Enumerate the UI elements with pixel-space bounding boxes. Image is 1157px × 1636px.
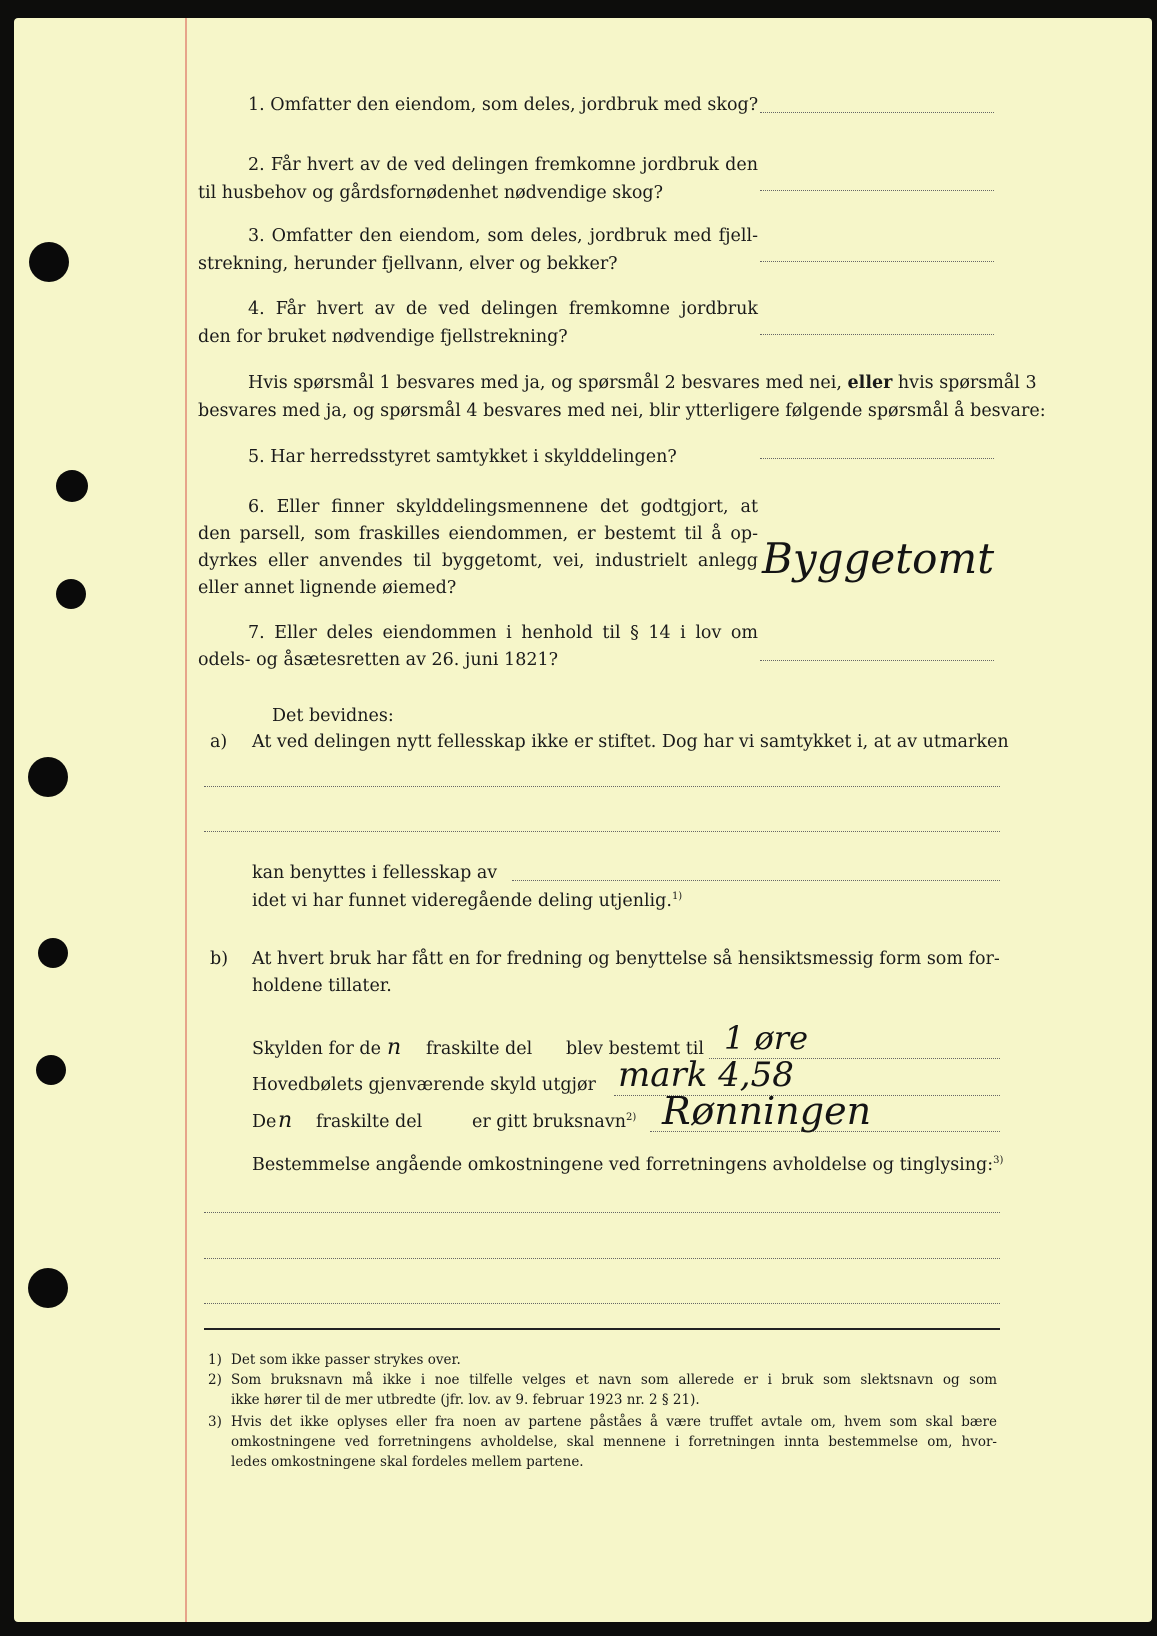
punch-hole <box>56 579 86 609</box>
attest-b-line-1: At hvert bruk har fått en for fredning og benyttelse så hensiktsmessig form som for- <box>252 949 1000 969</box>
name-hw-n: n <box>278 1108 293 1133</box>
footnote-ref-1: 1) <box>671 891 683 903</box>
punch-hole <box>38 938 68 968</box>
question-7-line-1: 7. Eller deles eiendommen i henhold til § 14 i lov om <box>248 623 758 643</box>
answer-6-handwritten[interactable]: Byggetomt <box>762 534 995 583</box>
footnote-2-line-2: ikke hører til de mer utbredte (jfr. lov. av 9. februar 1923 nr. 2 § 21). <box>231 1392 700 1408</box>
punch-hole <box>28 757 68 797</box>
question-1: 1. Omfatter den eiendom, som deles, jordbruk med skog? <box>248 95 759 115</box>
question-3-line-1: 3. Omfatter den eiendom, som deles, jordbruk med fjell- <box>248 226 758 246</box>
attest-heading: Det bevidnes: <box>272 706 394 726</box>
question-6-line-1: 6. Eller finner skylddelingsmennene det godtgjort, at <box>248 497 758 517</box>
attest-a-line-2[interactable] <box>204 831 1000 832</box>
costs-line-1[interactable] <box>204 1212 1000 1213</box>
margin-rule <box>185 18 187 1622</box>
footnote-3-line-1: Hvis det ikke oplyses eller fra noen av partene påståes å være truffet avtale om, hvem som skal bære <box>231 1414 997 1430</box>
skyld-suffix: blev bestemt til <box>566 1039 704 1059</box>
footnote-3-line-3: ledes omkostningene skal fordeles mellem partene. <box>231 1454 584 1470</box>
footnote-2-mark: 2) <box>208 1372 222 1388</box>
skyld-value-handwritten[interactable]: 1 øre <box>724 1019 809 1057</box>
skyld-prefix: Skylden for de <box>252 1039 381 1059</box>
attest-b-marker: b) <box>210 949 229 969</box>
shared-use-line[interactable] <box>512 880 1000 881</box>
answer-line-3[interactable] <box>760 261 994 262</box>
answer-line-5[interactable] <box>760 458 994 459</box>
question-3-line-2: strekning, herunder fjellvann, elver og bekker? <box>198 254 618 274</box>
footnote-2-line-1: Som bruksnavn må ikke i noe tilfelle velges et navn som allerede er i bruk som slektsnavn og som <box>231 1372 997 1388</box>
footnote-divider <box>204 1328 1000 1330</box>
form-page <box>14 18 1152 1622</box>
name-value-handwritten[interactable]: Rønningen <box>662 1089 872 1133</box>
footnote-1-mark: 1) <box>208 1352 222 1368</box>
punch-hole <box>29 242 69 282</box>
condition-eller: eller <box>847 373 893 393</box>
question-6-line-3: dyrkes eller anvendes til byggetomt, vei, industrielt anlegg <box>198 551 758 571</box>
footnote-3-line-2: omkostningene ved forretningens avholdelse, skal mennene i forretningen innta bestemmelse om, hvor- <box>231 1434 997 1450</box>
name-mid: fraskilte del <box>316 1112 423 1132</box>
footnote-3-mark: 3) <box>208 1414 222 1430</box>
skyld-hw-n: n <box>387 1035 402 1060</box>
footnote-1: Det som ikke passer strykes over. <box>231 1352 461 1368</box>
answer-line-2[interactable] <box>760 190 994 191</box>
name-prefix: De <box>252 1112 277 1132</box>
name-suffix-group <box>472 1111 636 1133</box>
condition-line-1 <box>248 372 1037 394</box>
condition-text-b: hvis spørsmål 3 <box>897 373 1037 393</box>
answer-line-4[interactable] <box>760 334 994 335</box>
further-division-text <box>252 890 682 912</box>
attest-a-line-1[interactable] <box>204 786 1000 787</box>
skyld-mid: fraskilte del <box>426 1039 533 1059</box>
remaining-value-handwritten[interactable]: mark 4,58 <box>618 1055 794 1095</box>
condition-text-a: Hvis spørsmål 1 besvares med ja, og spørsmål 2 besvares med nei, <box>248 373 842 393</box>
remaining-label: Hovedbølets gjenværende skyld utgjør <box>252 1075 596 1095</box>
question-4-line-1: 4. Får hvert av de ved delingen fremkomne jordbruk <box>248 299 758 319</box>
answer-line-7[interactable] <box>760 660 994 661</box>
question-5: 5. Har herredsstyret samtykket i skylddelingen? <box>248 447 677 467</box>
attest-a-marker: a) <box>210 732 228 752</box>
question-4-line-2: den for bruket nødvendige fjellstrekning? <box>198 327 568 347</box>
costs-line-3[interactable] <box>204 1303 1000 1304</box>
attest-a-text: At ved delingen nytt fellesskap ikke er stiftet. Dog har vi samtykket i, at av utmarken <box>252 732 1009 752</box>
punch-hole <box>56 470 88 502</box>
costs-line-2[interactable] <box>204 1258 1000 1259</box>
further-division-label: idet vi har funnet videregående deling utjenlig. <box>252 891 672 911</box>
question-2-line-2: til husbehov og gårdsfornødenhet nødvendige skog? <box>198 183 663 203</box>
footnote-ref-3: 3) <box>993 1155 1004 1167</box>
question-2-line-1: 2. Får hvert av de ved delingen fremkomne jordbruk den <box>248 155 758 175</box>
costs-label: Bestemmelse angående omkostningene ved forretningens avholdelse og tinglysing: <box>252 1155 994 1175</box>
question-6-line-4: eller annet lignende øiemed? <box>198 578 457 598</box>
shared-use-label: kan benyttes i fellesskap av <box>252 863 498 883</box>
question-6-line-2: den parsell, som fraskilles eiendommen, er bestemt til å op- <box>198 524 758 544</box>
question-7-line-2: odels- og åsætesretten av 26. juni 1821? <box>198 650 558 670</box>
condition-line-2: besvares med ja, og spørsmål 4 besvares med nei, blir ytterligere følgende spørsmål å besvare: <box>198 401 1046 421</box>
name-suffix: er gitt bruksnavn <box>472 1112 626 1132</box>
attest-b-line-2: holdene tillater. <box>252 976 392 996</box>
footnote-ref-2: 2) <box>626 1112 637 1124</box>
punch-hole <box>36 1055 66 1085</box>
costs-label-group <box>252 1154 1003 1176</box>
punch-hole <box>28 1268 68 1308</box>
answer-line-1[interactable] <box>760 112 994 113</box>
